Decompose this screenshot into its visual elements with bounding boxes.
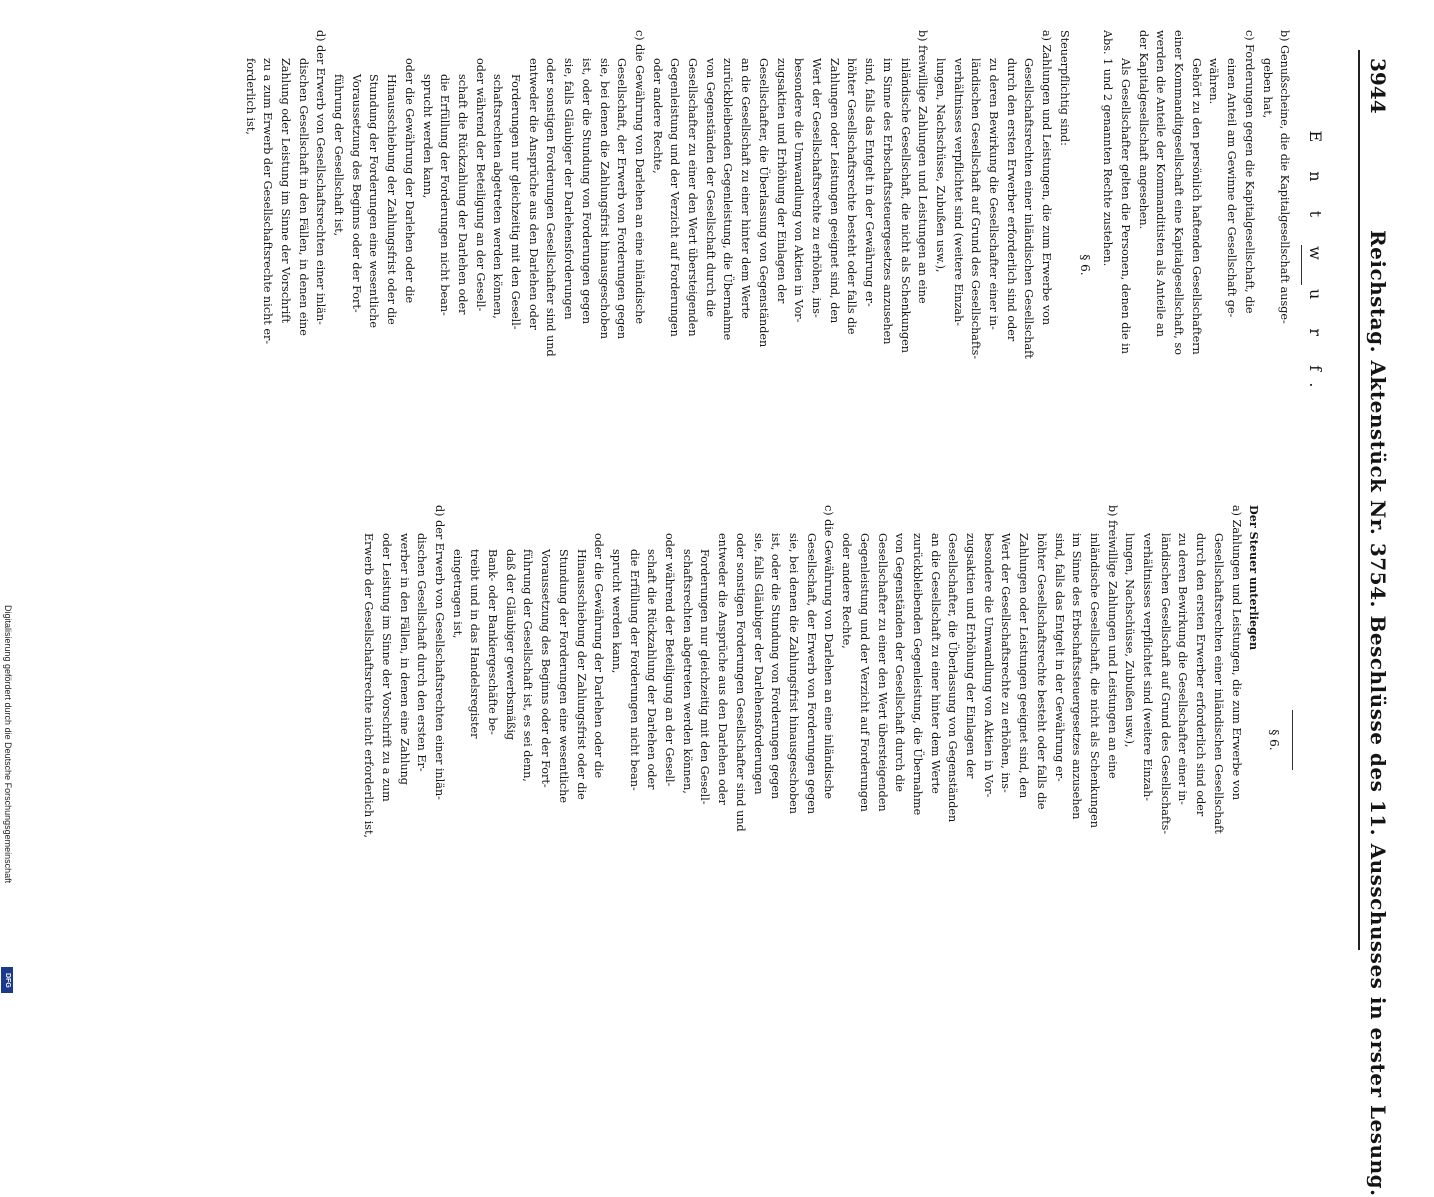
- left-text-body: [241, 30, 1293, 500]
- text-line: ländischen Gesellschaft auf Grund des Gesellschafts-: [969, 58, 983, 360]
- text-line: durch den ersten Erwerber erforderlich sind oder: [1004, 58, 1018, 342]
- text-line: a) Zahlungen und Leistungen, die zum Erwerbe von: [1229, 505, 1243, 801]
- text-line: Stundung der Forderungen eine wesentliche: [556, 549, 570, 803]
- text-line: oder Leistung im Sinne der Vorschrift zu a zum: [379, 533, 393, 802]
- text-line: zu deren Bewirkung die Gesellschafter einer in-: [1176, 533, 1190, 805]
- text-line: c) die Gewährung von Darlehen an eine inländische: [632, 30, 646, 324]
- text-line: einer Kommanditgesellschaft eine Kapitalgesellschaft, so: [1172, 30, 1186, 355]
- text-line: besondere die Umwandlung von Aktien in Vor-: [981, 533, 995, 798]
- text-line: inländische Gesellschaft, die nicht als Schenkungen: [1087, 533, 1101, 828]
- digitization-credit: Digitalisierung gefördert durch die Deutsche Forschungsgemeinschaft: [3, 605, 13, 884]
- text-line: Hinausschiebung der Zahlungsfrist oder die: [574, 549, 588, 800]
- text-line: d) der Erwerb von Gesellschaftsrechten einer inlän-: [432, 505, 446, 800]
- text-line: Gesellschaft, der Erwerb von Forderungen gegen: [804, 533, 818, 815]
- text-line: die Erfüllung der Forderungen nicht bean-: [627, 549, 641, 791]
- text-line: sie, bei denen die Zahlungsfrist hinausgeschoben: [597, 58, 611, 339]
- right-text-body: [359, 505, 1282, 975]
- text-line: Gehört zu den persönlich haftenden Gesellschaftern: [1189, 58, 1203, 355]
- text-line: lungen, Nachschüsse, Zubußen usw.),: [1123, 533, 1137, 748]
- text-line: Bank- oder Bankiergeschäfte be-: [486, 549, 500, 735]
- text-line: im Sinne des Erbschaftssteuergesetzes anzusehen: [1070, 533, 1084, 820]
- text-line: sind, falls das Entgelt in der Gewährung er-: [863, 58, 877, 307]
- text-line: verhältnisses verpflichtet sind (weitere Einzah-: [951, 58, 965, 327]
- text-line: Voraussetzung des Beginns oder der Fort-: [349, 74, 363, 313]
- text-line: b) freiwillige Zahlungen und Leistungen an eine: [916, 30, 930, 304]
- text-line: schaftsrechten abgetreten werden können,: [491, 74, 505, 319]
- text-line: oder sonstigen Forderungen Gesellschafter sind und: [544, 58, 558, 357]
- text-line: eingetragen ist,: [450, 549, 464, 639]
- text-line: der Kapitalgesellschaft angesehen.: [1136, 30, 1150, 230]
- text-line: Gesellschafter zu einer den Wert übersteigenden: [686, 58, 700, 337]
- text-line: oder während der Beteiligung an der Gesell-: [473, 58, 487, 312]
- text-line: c) Forderungen gegen die Kapitalgesellschaft, die: [1242, 30, 1256, 314]
- text-line: im Sinne des Erbschaftssteuergesetzes anzusehen: [880, 58, 894, 345]
- dfg-logo: DFG: [1, 967, 13, 993]
- text-line: zugsaktien und Erhöhung der Einlagen der: [964, 533, 978, 779]
- text-line: Zahlungen oder Leistungen geeignet sind, den: [1017, 533, 1031, 799]
- text-line: Abs. 1 und 2 genannten Rechte zustehen.: [1101, 30, 1115, 267]
- text-line: b) Genußscheine, die die Kapitalgesellschaft ausge-: [1278, 30, 1292, 324]
- text-line: schaft die Rückzahlung der Darlehen oder: [455, 74, 469, 315]
- text-line: führung der Gesellschaft ist,: [332, 74, 346, 237]
- header-title: Reichstag. Aktenstück Nr. 3754. Beschlüsse des 11. Ausschusses in erster Lesung.: [1366, 230, 1390, 1197]
- text-line: besondere die Umwandlung von Aktien in Vor-: [792, 58, 806, 323]
- text-line: zu a zum Erwerb der Gesellschaftsrechte nicht er-: [261, 58, 275, 345]
- text-line: von Gegenständen der Gesellschaft durch die: [703, 58, 717, 317]
- text-line: Der Steuer unterliegen: [1247, 505, 1262, 651]
- left-column-entwurf: [241, 30, 1334, 500]
- right-column-beschluesse: [359, 505, 1334, 975]
- text-line: zurückbleibenden Gegenleistung, die Übernahme: [910, 533, 924, 816]
- text-line: lungen, Nachschüsse, Zubußen usw.),: [933, 58, 947, 273]
- text-line: Gesellschafter, die Überlassung von Gegenständen: [756, 58, 770, 348]
- text-line: Gesellschaft, der Erwerb von Forderungen gegen: [615, 58, 629, 340]
- text-line: sprucht werden kann,: [420, 74, 434, 199]
- text-line: Voraussetzung des Beginns oder der Fort-: [539, 549, 553, 788]
- text-line: an die Gesellschaft zu einer hinter dem Werte: [928, 533, 942, 794]
- text-line: durch den ersten Erwerber erforderlich sind oder: [1194, 533, 1208, 817]
- heading-spacer: [1296, 505, 1334, 975]
- text-line: entweder die Ansprüche aus den Darlehen oder: [526, 58, 540, 330]
- text-line: werber in den Fällen, in denen eine Zahlung: [397, 533, 411, 785]
- text-line: zurückbleibenden Gegenleistung, die Übernahme: [721, 58, 735, 341]
- text-line: Gegenleistung und der Verzicht auf Forderungen: [668, 58, 682, 337]
- text-line: oder während der Beteiligung an der Gesell-: [663, 533, 677, 787]
- text-line: Gesellschafter, die Überlassung von Gegenständen: [946, 533, 960, 823]
- text-line: Als Gesellschafter gelten die Personen, denen die in: [1118, 58, 1132, 354]
- text-line: oder andere Rechte,: [840, 533, 854, 649]
- text-line: sie, bei denen die Zahlungsfrist hinausgeschoben: [787, 533, 801, 814]
- text-line: Gesellschafter zu einer den Wert übersteigenden: [875, 533, 889, 812]
- paragraph-mark: § 6.: [1077, 254, 1092, 276]
- digitization-credit-strip: [0, 0, 14, 1000]
- text-line: Zahlung oder Leistung im Sinne der Vorschrift: [278, 58, 292, 323]
- column-heading: E n t w u r f.: [1306, 130, 1325, 400]
- text-line: zugsaktien und Erhöhung der Einlagen der: [774, 58, 788, 304]
- text-line: daß der Gläubiger gewerbsmäßig: [503, 549, 517, 741]
- text-line: Zahlungen oder Leistungen geeignet sind, den: [827, 58, 841, 324]
- text-line: sie, falls Gläubiger der Darlehensforderungen: [562, 58, 576, 320]
- text-line: treibt und in das Handelsregister: [468, 549, 482, 739]
- text-line: währen.: [1207, 58, 1221, 105]
- text-line: Erwerb der Gesellschaftsrechte nicht erforderlich ist,: [362, 533, 376, 839]
- text-line: werden die Anteile der Kommanditisten als Anteile an: [1154, 30, 1168, 337]
- text-line: schaft die Rückzahlung der Darlehen oder: [645, 549, 659, 790]
- text-line: an die Gesellschaft zu einer hinter dem Werte: [739, 58, 753, 319]
- text-line: oder die Gewährung der Darlehen oder die: [402, 58, 416, 304]
- text-line: Stundung der Forderungen eine wesentliche: [367, 74, 381, 328]
- text-line: zu deren Bewirkung die Gesellschafter einer in-: [987, 58, 1001, 330]
- text-line: Forderungen nur gleichzeitig mit den Gesell-: [698, 549, 712, 805]
- text-line: Wert der Gesellschaftsrechte zu erhöhen, ins-: [810, 58, 824, 318]
- text-line: Wert der Gesellschaftsrechte zu erhöhen, ins-: [999, 533, 1013, 793]
- text-line: geben hat,: [1260, 58, 1274, 119]
- text-line: oder die Gewährung der Darlehen oder die: [592, 533, 606, 779]
- text-line: höhter Gesellschaftsrechte besteht oder falls die: [845, 58, 859, 335]
- heading-rule: [1292, 710, 1293, 770]
- text-line: oder sonstigen Forderungen Gesellschafter sind und: [733, 533, 747, 832]
- text-line: c) die Gewährung von Darlehen an eine inländische: [822, 505, 836, 799]
- text-line: Steuerpflichtig sind:: [1057, 30, 1071, 146]
- text-line: führung der Gesellschaft ist, es sei denn,: [521, 549, 535, 782]
- text-line: d) der Erwerb von Gesellschaftsrechten einer inlän-: [314, 30, 328, 325]
- text-line: sprucht werden kann,: [609, 549, 623, 674]
- paragraph-mark: § 6.: [1267, 729, 1281, 751]
- text-line: forderlich ist,: [243, 58, 257, 135]
- text-line: sie, falls Gläubiger der Darlehensforderungen: [751, 533, 765, 795]
- page-header: [1350, 0, 1390, 1197]
- text-line: inländische Gesellschaft, die nicht als Schenkungen: [898, 58, 912, 353]
- text-line: von Gegenständen der Gesellschaft durch die: [893, 533, 907, 792]
- text-line: Hinausschiebung der Zahlungsfrist oder die: [385, 74, 399, 325]
- text-line: Gesellschaftsrechten einer inländischen Gesellschaft: [1211, 533, 1225, 834]
- text-line: entweder die Ansprüche aus den Darlehen oder: [716, 533, 730, 805]
- text-line: dischen Gesellschaft in den Fällen, in denen eine: [296, 58, 310, 336]
- text-line: Gesellschaftsrechten einer inländischen Gesellschaft: [1022, 58, 1036, 359]
- text-line: b) freiwillige Zahlungen und Leistungen an eine: [1105, 505, 1119, 779]
- text-line: ist, oder die Stundung von Forderungen gegen: [579, 58, 593, 325]
- text-line: einen Anteil am Gewinne der Gesellschaft ge-: [1225, 58, 1239, 318]
- text-line: ist, oder die Stundung von Forderungen gegen: [769, 533, 783, 800]
- text-line: Gegenleistung und der Verzicht auf Forderungen: [857, 533, 871, 812]
- text-line: sind, falls das Entgelt in der Gewährung er-: [1052, 533, 1066, 782]
- text-line: dischen Gesellschaft durch den ersten Er-: [415, 533, 429, 772]
- text-line: ländischen Gesellschaft auf Grund des Gesellschafts-: [1158, 533, 1172, 835]
- heading-rule: [1301, 245, 1302, 285]
- text-line: höhter Gesellschaftsrechte besteht oder falls die: [1034, 533, 1048, 810]
- text-line: oder andere Rechte,: [650, 58, 664, 174]
- page-number: 3944: [1366, 58, 1390, 114]
- header-rule: [1358, 50, 1360, 950]
- text-line: verhältnisses verpflichtet sind (weitere Einzah-: [1141, 533, 1155, 802]
- text-line: schaftsrechten abgetreten werden können,: [680, 549, 694, 794]
- text-line: die Erfüllung der Forderungen nicht bean-: [438, 74, 452, 316]
- text-line: Forderungen nur gleichzeitig mit den Gesell-: [509, 74, 523, 330]
- text-line: a) Zahlungen und Leistungen, die zum Erwerbe von: [1040, 30, 1054, 326]
